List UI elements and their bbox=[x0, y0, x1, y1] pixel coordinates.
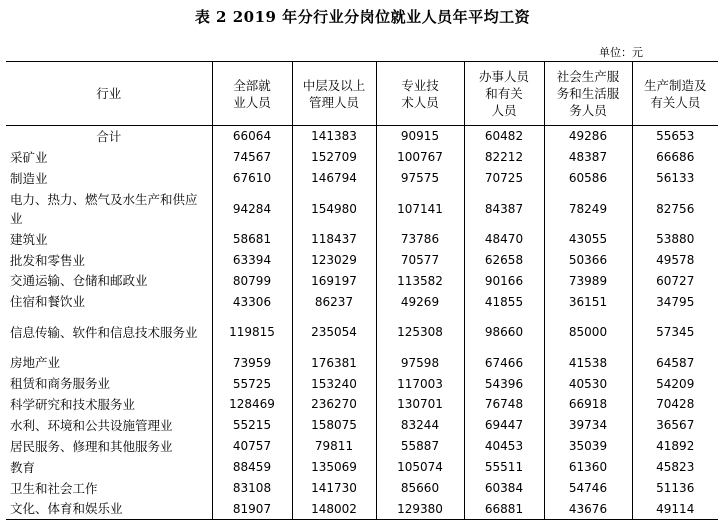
wage-cell: 83244 bbox=[376, 415, 464, 436]
wage-cell: 40530 bbox=[544, 373, 632, 394]
table-body bbox=[6, 126, 718, 520]
column-header bbox=[544, 62, 632, 126]
table-row bbox=[6, 352, 718, 373]
wage-cell: 66918 bbox=[544, 394, 632, 415]
wage-cell: 43676 bbox=[544, 498, 632, 519]
wage-cell: 90915 bbox=[376, 126, 464, 147]
table-row bbox=[6, 291, 718, 312]
wage-cell: 43306 bbox=[212, 291, 292, 312]
wage-cell: 82756 bbox=[632, 189, 718, 229]
wage-cell: 49578 bbox=[632, 250, 718, 271]
column-header-line: 人员 bbox=[491, 103, 517, 118]
wage-cell: 67466 bbox=[464, 352, 544, 373]
wage-cell: 90166 bbox=[464, 270, 544, 291]
wage-cell: 60482 bbox=[464, 126, 544, 147]
wage-cell: 61360 bbox=[544, 457, 632, 478]
wage-cell: 135069 bbox=[292, 457, 376, 478]
wage-cell: 235054 bbox=[292, 312, 376, 352]
table-row bbox=[6, 394, 718, 415]
column-header-line: 行业 bbox=[96, 86, 122, 101]
wage-cell: 113582 bbox=[376, 270, 464, 291]
wage-cell: 78249 bbox=[544, 189, 632, 229]
wage-cell: 58681 bbox=[212, 229, 292, 250]
wage-cell: 55653 bbox=[632, 126, 718, 147]
wage-cell: 100767 bbox=[376, 147, 464, 168]
table-row bbox=[6, 436, 718, 457]
unit-label: 单位：元 bbox=[599, 46, 643, 59]
wage-cell: 148002 bbox=[292, 498, 376, 519]
industry-cell: 教育 bbox=[10, 459, 36, 475]
wage-cell: 152709 bbox=[292, 147, 376, 168]
industry-cell: 居民服务、修理和其他服务业 bbox=[10, 438, 173, 454]
table-row bbox=[6, 415, 718, 436]
wage-cell: 80799 bbox=[212, 270, 292, 291]
wage-cell: 56133 bbox=[632, 168, 718, 189]
wage-cell: 107141 bbox=[376, 189, 464, 229]
wage-cell: 88459 bbox=[212, 457, 292, 478]
table-row bbox=[6, 189, 718, 229]
wage-cell: 66064 bbox=[212, 126, 292, 147]
wage-cell: 76748 bbox=[464, 394, 544, 415]
wage-cell: 98660 bbox=[464, 312, 544, 352]
table-row bbox=[6, 126, 718, 147]
wage-cell: 54746 bbox=[544, 478, 632, 499]
wage-cell: 43055 bbox=[544, 229, 632, 250]
column-header-line: 办事人员 bbox=[478, 69, 529, 84]
wage-cell: 67610 bbox=[212, 168, 292, 189]
wage-cell: 49286 bbox=[544, 126, 632, 147]
wage-cell: 153240 bbox=[292, 373, 376, 394]
industry-cell: 文化、体育和娱乐业 bbox=[10, 501, 123, 517]
table-row bbox=[6, 229, 718, 250]
wage-cell: 123029 bbox=[292, 250, 376, 271]
wage-cell: 73786 bbox=[376, 229, 464, 250]
wage-cell: 41538 bbox=[544, 352, 632, 373]
wage-cell: 129380 bbox=[376, 498, 464, 519]
table-row bbox=[6, 373, 718, 394]
column-header bbox=[376, 62, 464, 126]
wage-cell: 39734 bbox=[544, 415, 632, 436]
industry-cell: 住宿和餐饮业 bbox=[10, 294, 86, 310]
wage-cell: 53880 bbox=[632, 229, 718, 250]
wage-cell: 40453 bbox=[464, 436, 544, 457]
wage-cell: 34795 bbox=[632, 291, 718, 312]
wage-cell: 128469 bbox=[212, 394, 292, 415]
industry-cell: 建筑业 bbox=[10, 231, 48, 247]
industry-cell: 交通运输、仓储和邮政业 bbox=[10, 273, 148, 289]
wage-cell: 70577 bbox=[376, 250, 464, 271]
wage-cell: 97598 bbox=[376, 352, 464, 373]
wage-cell: 36567 bbox=[632, 415, 718, 436]
wage-cell: 105074 bbox=[376, 457, 464, 478]
wage-cell: 51136 bbox=[632, 478, 718, 499]
table-row bbox=[6, 498, 718, 519]
wage-cell: 54396 bbox=[464, 373, 544, 394]
wage-cell: 41855 bbox=[464, 291, 544, 312]
wage-cell: 118437 bbox=[292, 229, 376, 250]
wage-cell: 49114 bbox=[632, 498, 718, 519]
wage-cell: 41892 bbox=[632, 436, 718, 457]
header-row bbox=[6, 62, 718, 126]
wage-cell: 97575 bbox=[376, 168, 464, 189]
wage-cell: 49269 bbox=[376, 291, 464, 312]
industry-cell: 采矿业 bbox=[10, 149, 48, 165]
wage-cell: 57345 bbox=[632, 312, 718, 352]
wage-cell: 60586 bbox=[544, 168, 632, 189]
wage-cell: 158075 bbox=[292, 415, 376, 436]
wage-cell: 35039 bbox=[544, 436, 632, 457]
wage-cell: 119815 bbox=[212, 312, 292, 352]
wage-cell: 69447 bbox=[464, 415, 544, 436]
wage-cell: 70428 bbox=[632, 394, 718, 415]
wage-cell: 73959 bbox=[212, 352, 292, 373]
wage-cell: 146794 bbox=[292, 168, 376, 189]
industry-cell: 制造业 bbox=[10, 170, 48, 186]
wage-cell: 169197 bbox=[292, 270, 376, 291]
wage-cell: 86237 bbox=[292, 291, 376, 312]
table-row bbox=[6, 147, 718, 168]
column-header-line: 务和生活服 bbox=[556, 86, 620, 101]
column-header-line: 专业技 bbox=[401, 77, 439, 93]
wage-cell: 81907 bbox=[212, 498, 292, 519]
wage-cell: 40757 bbox=[212, 436, 292, 457]
wage-cell: 60727 bbox=[632, 270, 718, 291]
wage-cell: 83108 bbox=[212, 478, 292, 499]
column-header-line: 生产制造及 bbox=[643, 77, 707, 93]
wage-cell: 60384 bbox=[464, 478, 544, 499]
industry-cell: 批发和零售业 bbox=[10, 252, 86, 268]
wage-cell: 141383 bbox=[292, 126, 376, 147]
column-header-line: 全部就 bbox=[233, 77, 271, 93]
wage-cell: 48387 bbox=[544, 147, 632, 168]
wage-cell: 45823 bbox=[632, 457, 718, 478]
table-row bbox=[6, 457, 718, 478]
wage-cell: 54209 bbox=[632, 373, 718, 394]
wage-cell: 154980 bbox=[292, 189, 376, 229]
wage-cell: 85000 bbox=[544, 312, 632, 352]
wage-cell: 176381 bbox=[292, 352, 376, 373]
wage-cell: 82212 bbox=[464, 147, 544, 168]
industry-cell: 租赁和商务服务业 bbox=[10, 376, 111, 392]
column-header bbox=[464, 62, 544, 126]
table-row bbox=[6, 312, 718, 352]
column-header-line: 务人员 bbox=[569, 103, 607, 118]
table-row bbox=[6, 250, 718, 271]
industry-cell: 合计 bbox=[96, 128, 122, 144]
wage-cell: 55725 bbox=[212, 373, 292, 394]
wage-cell: 50366 bbox=[544, 250, 632, 271]
wage-cell: 94284 bbox=[212, 189, 292, 229]
column-header-line: 有关人员 bbox=[650, 94, 701, 110]
table-row bbox=[6, 478, 718, 499]
wage-cell: 62658 bbox=[464, 250, 544, 271]
column-header-line: 业人员 bbox=[233, 94, 271, 110]
table-row bbox=[6, 168, 718, 189]
wage-cell: 85660 bbox=[376, 478, 464, 499]
industry-cell: 电力、热力、燃气及水生产和供应业 bbox=[10, 191, 198, 226]
wage-cell: 130701 bbox=[376, 394, 464, 415]
wage-table bbox=[6, 61, 718, 520]
industry-cell: 科学研究和技术服务业 bbox=[10, 396, 136, 412]
column-header bbox=[6, 62, 212, 126]
column-header bbox=[212, 62, 292, 126]
wage-cell: 48470 bbox=[464, 229, 544, 250]
column-header-line: 中层及以上 bbox=[302, 77, 366, 93]
wage-cell: 55511 bbox=[464, 457, 544, 478]
wage-cell: 64587 bbox=[632, 352, 718, 373]
wage-cell: 79811 bbox=[292, 436, 376, 457]
wage-cell: 36151 bbox=[544, 291, 632, 312]
wage-cell: 70725 bbox=[464, 168, 544, 189]
table-title: 表 2 2019 年分行业分岗位就业人员年平均工资 bbox=[194, 8, 531, 26]
wage-cell: 84387 bbox=[464, 189, 544, 229]
column-header-line: 管理人员 bbox=[308, 94, 359, 110]
industry-cell: 信息传输、软件和信息技术服务业 bbox=[10, 324, 198, 340]
wage-cell: 125308 bbox=[376, 312, 464, 352]
column-header bbox=[632, 62, 718, 126]
wage-cell: 66881 bbox=[464, 498, 544, 519]
column-header bbox=[292, 62, 376, 126]
table-row bbox=[6, 270, 718, 291]
industry-cell: 房地产业 bbox=[10, 355, 61, 371]
wage-cell: 66686 bbox=[632, 147, 718, 168]
wage-cell: 55887 bbox=[376, 436, 464, 457]
wage-cell: 141730 bbox=[292, 478, 376, 499]
wage-cell: 236270 bbox=[292, 394, 376, 415]
wage-cell: 74567 bbox=[212, 147, 292, 168]
column-header-line: 和有关 bbox=[485, 86, 523, 101]
wage-cell: 73989 bbox=[544, 270, 632, 291]
industry-cell: 卫生和社会工作 bbox=[10, 480, 98, 496]
column-header-line: 术人员 bbox=[401, 94, 439, 110]
wage-cell: 117003 bbox=[376, 373, 464, 394]
column-header-line: 社会生产服 bbox=[556, 69, 620, 84]
wage-cell: 55215 bbox=[212, 415, 292, 436]
wage-cell: 63394 bbox=[212, 250, 292, 271]
industry-cell: 水利、环境和公共设施管理业 bbox=[10, 417, 173, 433]
